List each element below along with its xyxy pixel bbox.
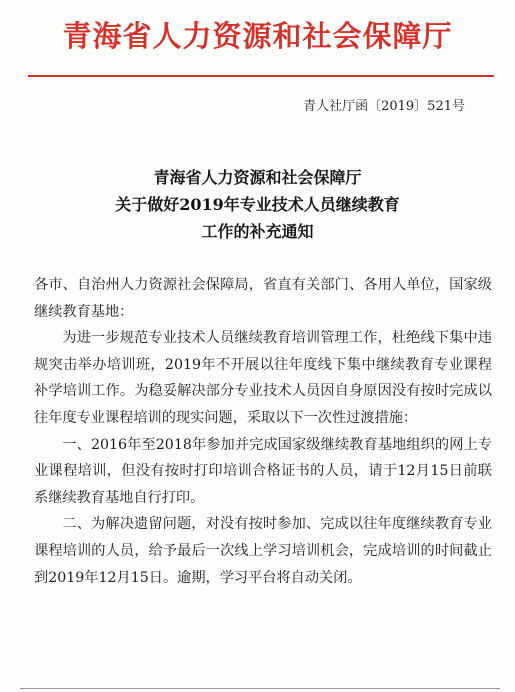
- page-bottom-edge: [20, 688, 500, 689]
- title-line-2: 关于做好2019年专业技术人员继续教育: [115, 195, 400, 214]
- document-title: [0, 164, 515, 245]
- document-number: 青人社厅函〔2019〕521号: [303, 99, 465, 114]
- letterhead-red-rule: [28, 75, 494, 77]
- document-body: [34, 272, 492, 591]
- title-line-1: 青海省人力资源和社会保障厅: [153, 168, 362, 187]
- body-paragraph-1: 为进一步规范专业技术人员继续教育培训管理工作，杜绝线下集中违规突击举办培训班，2019年不开展以往年度线下集中继续教育专业课程补学培训工作。为稳妥解决部分专业技术人员因自身原因没有按时完成以往年度专业课程培训的现实问题，采取以下一次性过渡措施：: [34, 330, 492, 426]
- title-line-3: 工作的补充通知: [201, 222, 314, 241]
- body-paragraph-2: 一、2016年至2018年参加并完成国家级继续教育基地组织的网上专业课程培训，但没有按时打印培训合格证书的人员，请于12月15日前联系继续教育基地自行打印。: [34, 436, 492, 506]
- letterhead-agency-name: 青海省人力资源和社会保障厅: [62, 19, 453, 53]
- salutation: 各市、自治州人力资源社会保障局，省直有关部门、各用人单位，国家级继续教育基地：: [34, 277, 492, 320]
- body-paragraph-3: 二、为解决遗留问题，对没有按时参加、完成以往年度继续教育专业课程培训的人员，给予最后一次线上学习培训机会，完成培训的时间截止到2019年12月15日。逾期，学习平台将自动关闭。: [34, 516, 492, 586]
